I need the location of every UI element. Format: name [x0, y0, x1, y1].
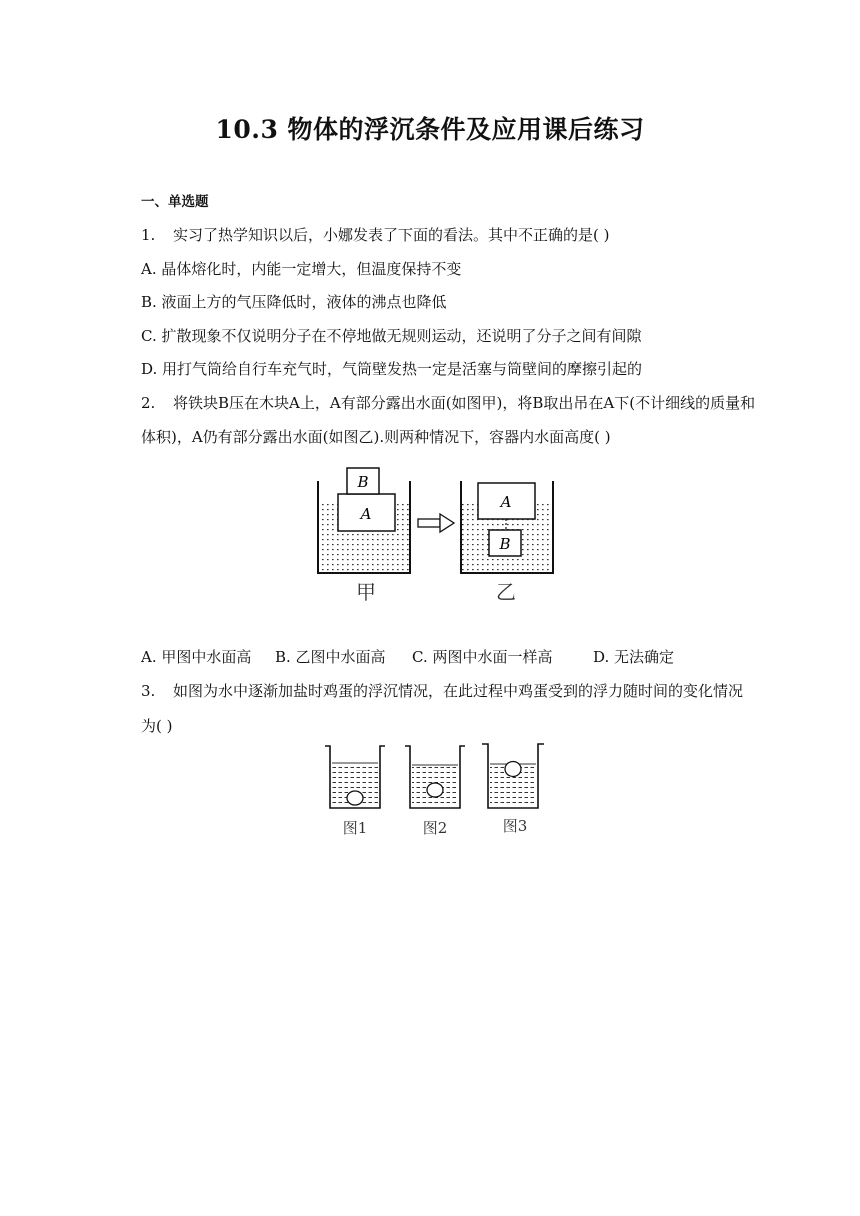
option-1d: D. 用打气筒给自行车充气时，气筒壁发热一定是活塞与筒壁间的摩擦引起的 — [141, 360, 643, 378]
beaker-1 — [325, 746, 385, 808]
section-heading: 一、单选题 — [141, 194, 209, 210]
block-b-label: B — [499, 535, 511, 553]
beaker-3 — [482, 744, 544, 808]
question-number: 1. — [141, 226, 156, 244]
block-a-label: A — [500, 493, 512, 511]
question-text-line-1: 如图为水中逐渐加盐时鸡蛋的浮沉情况，在此过程中鸡蛋受到的浮力随时间的变化情况 — [173, 682, 744, 700]
question-2-line-2: 体积)，A仍有部分露出水面(如图乙).则两种情况下，容器内水面高度( ) — [141, 428, 611, 446]
block-a-label: A — [360, 505, 372, 523]
figure-egg-beakers — [320, 740, 550, 840]
option-2b: B. 乙图中水面高 — [275, 648, 386, 666]
question-1 — [141, 225, 761, 245]
block-b-label: B — [357, 473, 369, 491]
question-2 — [141, 393, 761, 413]
option-1a: A. 晶体熔化时，内能一定增大，但温度保持不变 — [141, 260, 462, 278]
option-1b: B. 液面上方的气压降低时，液体的沸点也降低 — [141, 293, 447, 311]
arrow-icon — [418, 514, 454, 532]
question-text: 实习了热学知识以后，小娜发表了下面的看法。其中不正确的是( ) — [173, 226, 610, 244]
option-2d: D. 无法确定 — [593, 648, 675, 666]
option-1c: C. 扩散现象不仅说明分子在不停地做无规则运动，还说明了分子之间有间隙 — [141, 327, 642, 345]
question-number: 2. — [141, 394, 156, 412]
egg-icon — [347, 791, 363, 805]
egg-icon — [505, 762, 521, 777]
question-3-line-2: 为( ) — [141, 717, 173, 735]
question-text-line-1: 将铁块B压在木块A上，A有部分露出水面(如图甲)，将B取出吊在A下(不计细线的质量和 — [173, 394, 756, 412]
question-2-options — [141, 647, 761, 667]
container-left — [318, 468, 410, 573]
figure-blocks-in-water — [296, 463, 566, 608]
option-2c: C. 两图中水面一样高 — [412, 648, 553, 666]
caption-fig-3: 图3 — [502, 817, 528, 835]
question-3 — [141, 681, 761, 701]
option-2a: A. 甲图中水面高 — [141, 648, 252, 666]
page-title: 10.3 物体的浮沉条件及应用课后练习 — [215, 115, 645, 144]
caption-left: 甲 — [356, 580, 376, 604]
egg-icon — [427, 783, 443, 797]
caption-fig-1: 图1 — [342, 819, 368, 837]
question-number: 3. — [141, 682, 156, 700]
container-right — [461, 481, 553, 573]
beaker-2 — [405, 746, 465, 808]
caption-fig-2: 图2 — [422, 819, 448, 837]
caption-right: 乙 — [496, 580, 516, 604]
